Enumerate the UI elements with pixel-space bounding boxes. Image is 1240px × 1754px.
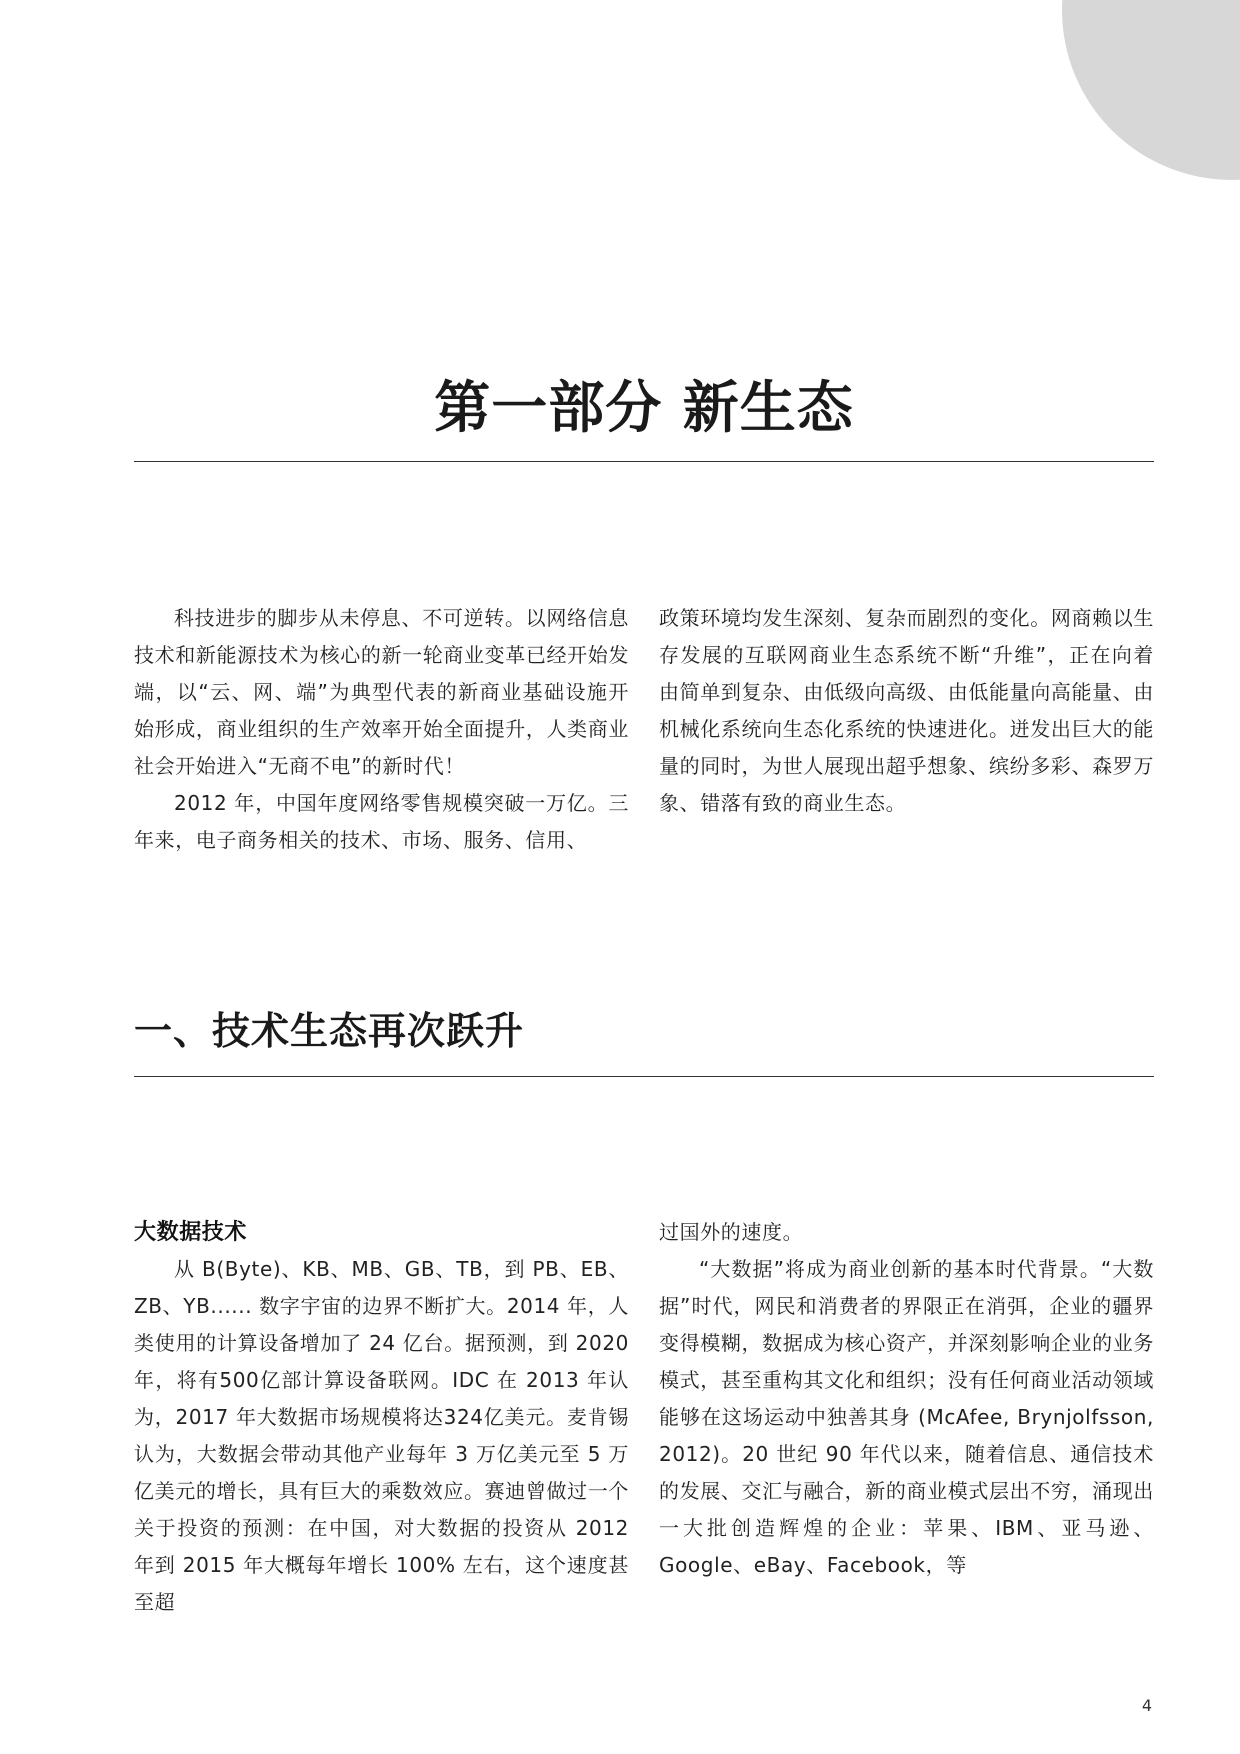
part-title: 第一部分 新生态 xyxy=(434,376,854,441)
intro-paragraph: 2012 年，中国年度网络零售规模突破一万亿。三年来，电子商务相关的技术、市场、服务、信用、 xyxy=(134,791,629,852)
intro-right-column xyxy=(659,600,1154,822)
title-divider xyxy=(134,461,1154,462)
intro-paragraph: 科技进步的脚步从未停息、不可逆转。以网络信息技术和新能源技术为核心的新一轮商业变革已经开始发端，以“云、网、端”为典型代表的新商业基础设施开始形成，商业组织的生产效率开始全面提升，人类商业社会开始进入“无商不电”的新时代！ xyxy=(134,606,629,778)
section-title: 一、技术生态再次跃升 xyxy=(134,1009,525,1053)
page-number: 4 xyxy=(1141,1696,1152,1715)
corner-decoration xyxy=(1062,0,1240,180)
body-paragraph: 从 B(Byte)、KB、MB、GB、TB，到 PB、EB、ZB、YB...... 数字宇宙的边界不断扩大。2014 年，人类使用的计算设备增加了 24 亿台。据预测，到 2020 年，将有500亿部计算设备联网。IDC 在 2013 年认为，2017 年大数据市场规模将达324亿美元。麦肯锡认为，大数据会带动其他产业每年 3 万亿美元至 5 万亿美元的增长，具有巨大的乘数效应。赛迪曾做过一个关于投资的预测：在中国，对大数据的投资从 2012 年到 2015 年大概每年增长 100% 左右，这个速度甚至超 xyxy=(134,1257,629,1614)
intro-left-column xyxy=(134,600,629,859)
intro-paragraph: 政策环境均发生深刻、复杂而剧烈的变化。网商赖以生存发展的互联网商业生态系统不断“升维”，正在向着由简单到复杂、由低级向高级、由低能量向高能量、由机械化系统向生态化系统的快速进化。迸发出巨大的能量的同时，为世人展现出超乎想象、缤纷多彩、森罗万象、错落有致的商业生态。 xyxy=(659,606,1154,815)
big-data-right-column xyxy=(659,1214,1154,1584)
body-paragraph: “大数据”将成为商业创新的基本时代背景。“大数据”时代，网民和消费者的界限正在消弭，企业的疆界变得模糊，数据成为核心资产，并深刻影响企业的业务模式，甚至重构其文化和组织；没有任何商业活动领域能够在这场运动中独善其身 (McAfee, Brynjolfsson, 2012)。20 世纪 90 年代以来，随着信息、通信技术的发展、交汇与融合，新的商业模式层出不穷，涌现出一大批创造辉煌的企业：苹果、IBM、亚马逊、Google、eBay、Facebook，等 xyxy=(659,1257,1154,1577)
subheading-big-data: 大数据技术 xyxy=(134,1220,248,1245)
section-divider xyxy=(134,1076,1154,1077)
big-data-left-column xyxy=(134,1214,629,1621)
body-paragraph: 过国外的速度。 xyxy=(659,1220,804,1244)
